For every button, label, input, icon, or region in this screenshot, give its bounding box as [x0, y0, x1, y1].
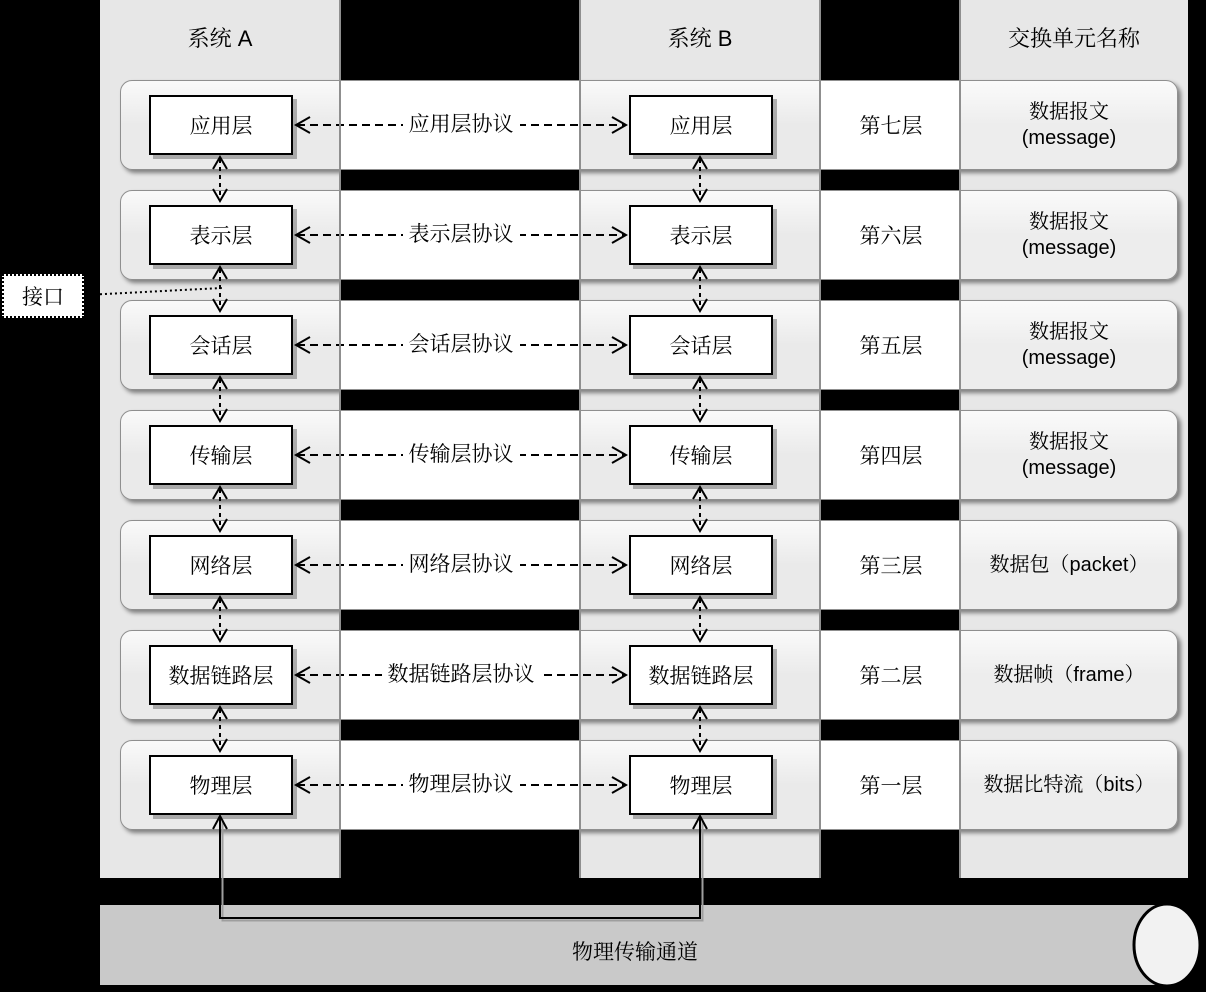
protocol-label: 物理层协议 — [403, 772, 520, 798]
column-divider — [339, 0, 341, 878]
exchange-unit-label: 数据报文 (message) — [1021, 211, 1117, 259]
interlayer-arrow-icon — [690, 704, 710, 754]
interlayer-arrow-icon — [210, 594, 230, 644]
physical-link-connector-icon — [205, 806, 715, 930]
layer-box-b: 表示层 — [629, 205, 773, 265]
layer-box-b: 物理层 — [629, 755, 773, 815]
channel-pipe-cap-icon — [1130, 901, 1204, 989]
layer-box-a: 表示层 — [149, 205, 293, 265]
interlayer-arrow-icon — [690, 264, 710, 314]
exchange-unit-label: 数据比特流（bits） — [983, 774, 1155, 796]
interlayer-arrow-icon — [210, 154, 230, 204]
exchange-unit-label: 数据报文 (message) — [1021, 431, 1117, 479]
interlayer-arrow-icon — [690, 484, 710, 534]
layer-box-b: 会话层 — [629, 315, 773, 375]
system-b-header: 系统 B — [667, 26, 733, 51]
layer-box-a: 数据链路层 — [149, 645, 293, 705]
layer-box-b: 数据链路层 — [629, 645, 773, 705]
interface-callout: 接口 — [2, 274, 84, 318]
interlayer-arrow-icon — [210, 704, 230, 754]
layer-box-a: 网络层 — [149, 535, 293, 595]
interlayer-arrow-icon — [690, 374, 710, 424]
layer-number-label: 第六层 — [859, 225, 923, 248]
column-divider — [579, 0, 581, 878]
protocol-label: 传输层协议 — [403, 442, 520, 468]
protocol-label: 应用层协议 — [403, 112, 520, 138]
layer-box-a: 会话层 — [149, 315, 293, 375]
layer-box-b: 应用层 — [629, 95, 773, 155]
protocol-label: 数据链路层协议 — [382, 662, 541, 688]
layer-number-label: 第七层 — [859, 115, 923, 138]
exchange-unit-label: 数据报文 (message) — [1021, 321, 1117, 369]
interlayer-arrow-icon — [210, 484, 230, 534]
exchange-unit-label: 数据报文 (message) — [1021, 101, 1117, 149]
layer-row — [120, 410, 1178, 500]
interlayer-arrow-icon — [210, 374, 230, 424]
interlayer-arrow-icon — [690, 154, 710, 204]
layer-box-a: 物理层 — [149, 755, 293, 815]
exchange-unit-label: 数据包（packet） — [989, 554, 1149, 576]
layer-row — [120, 300, 1178, 390]
layer-number-label: 第三层 — [859, 555, 923, 578]
layer-box-b: 传输层 — [629, 425, 773, 485]
layer-box-a: 传输层 — [149, 425, 293, 485]
layer-box-a: 应用层 — [149, 95, 293, 155]
layer-number-label: 第四层 — [859, 445, 923, 468]
layer-row — [120, 520, 1178, 610]
layer-box-b: 网络层 — [629, 535, 773, 595]
exchange-unit-label: 数据帧（frame） — [993, 664, 1145, 686]
layer-number-label: 第一层 — [859, 775, 923, 798]
column-divider — [959, 0, 961, 878]
physical-channel-label: 物理传输通道 — [572, 941, 698, 964]
protocol-label: 表示层协议 — [403, 222, 520, 248]
protocol-label: 会话层协议 — [403, 332, 520, 358]
layer-number-label: 第五层 — [859, 335, 923, 358]
layer-row — [120, 190, 1178, 280]
interlayer-arrow-icon — [690, 594, 710, 644]
interface-leader-line-icon — [84, 282, 224, 298]
column-divider — [819, 0, 821, 878]
layer-row — [120, 80, 1178, 170]
exchange-unit-header: 交换单元名称 — [1007, 26, 1140, 51]
system-a-header: 系统 A — [187, 26, 253, 51]
layer-row — [120, 630, 1178, 720]
layer-number-label: 第二层 — [859, 665, 923, 688]
protocol-label: 网络层协议 — [403, 552, 520, 578]
